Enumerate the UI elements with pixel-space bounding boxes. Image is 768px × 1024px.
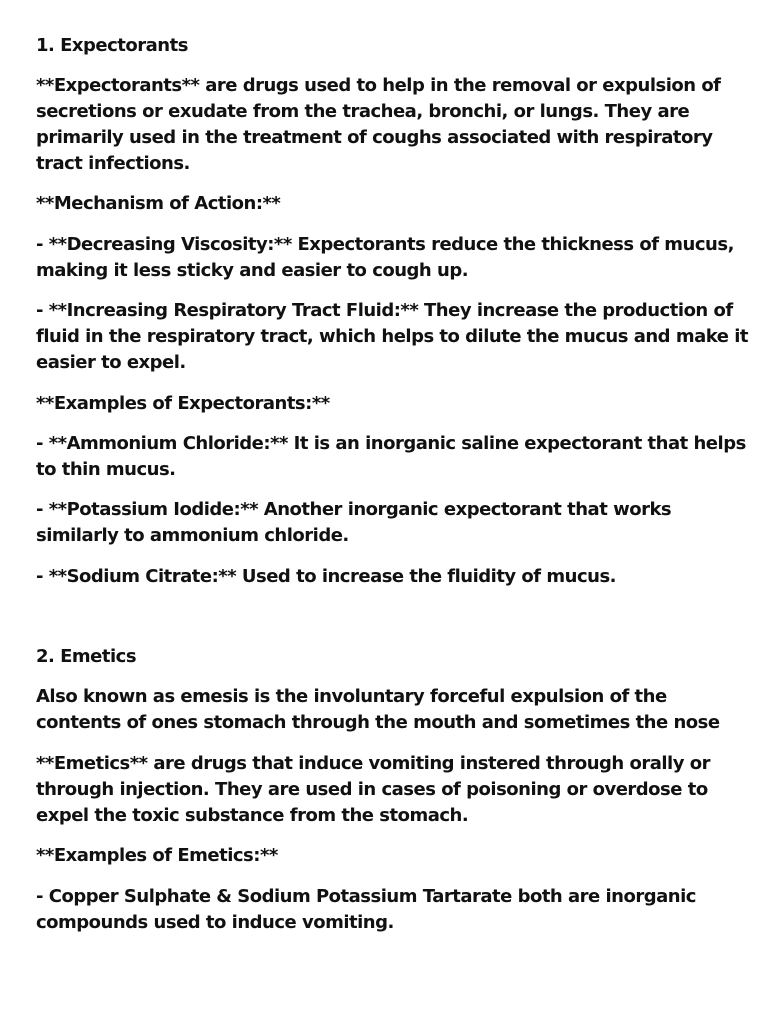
emetics-definition-line: through injection. They are used in cases of poisoning or overdose to bbox=[36, 779, 708, 800]
example-potassium-iodide: similarly to ammonium chloride. bbox=[36, 525, 349, 546]
example-ammonium-chloride: to thin mucus. bbox=[36, 459, 176, 480]
expectorants-intro-line: primarily used in the treatment of coughs associated with respiratory bbox=[36, 127, 713, 148]
mechanism-item-increasing-fluid: - **Increasing Respiratory Tract Fluid:** They increase the production of bbox=[36, 300, 733, 321]
emetics-intro-line: contents of ones stomach through the mouth and sometimes the nose bbox=[36, 712, 720, 733]
example-potassium-iodide: - **Potassium Iodide:** Another inorganic expectorant that works bbox=[36, 499, 672, 520]
mechanism-item-decreasing-viscosity: making it less sticky and easier to cough up. bbox=[36, 260, 469, 281]
section-heading-emetics: 2. Emetics bbox=[36, 646, 137, 667]
expectorants-intro-line: secretions or exudate from the trachea, bronchi, or lungs. They are bbox=[36, 101, 690, 122]
expectorants-intro-line: **Expectorants** are drugs used to help in the removal or expulsion of bbox=[36, 75, 721, 96]
emetic-examples-heading: **Examples of Emetics:** bbox=[36, 845, 278, 866]
expectorants-intro-line: tract infections. bbox=[36, 153, 190, 174]
example-copper-sulphate: - Copper Sulphate & Sodium Potassium Tartarate both are inorganic bbox=[36, 886, 696, 907]
example-ammonium-chloride: - **Ammonium Chloride:** It is an inorganic saline expectorant that helps bbox=[36, 433, 746, 454]
mechanism-heading: **Mechanism of Action:** bbox=[36, 193, 281, 214]
mechanism-item-decreasing-viscosity: - **Decreasing Viscosity:** Expectorants reduce the thickness of mucus, bbox=[36, 234, 734, 255]
example-sodium-citrate: - **Sodium Citrate:** Used to increase the fluidity of mucus. bbox=[36, 566, 617, 587]
emetics-definition-line: expel the toxic substance from the stomach. bbox=[36, 805, 469, 826]
emetics-intro-line: Also known as emesis is the involuntary forceful expulsion of the bbox=[36, 686, 667, 707]
section-heading-expectorants: 1. Expectorants bbox=[36, 35, 188, 56]
mechanism-item-increasing-fluid: easier to expel. bbox=[36, 352, 186, 373]
mechanism-item-increasing-fluid: fluid in the respiratory tract, which helps to dilute the mucus and make it bbox=[36, 326, 748, 347]
example-copper-sulphate: compounds used to induce vomiting. bbox=[36, 912, 394, 933]
emetics-definition-line: **Emetics** are drugs that induce vomiting instered through orally or bbox=[36, 753, 710, 774]
expectorant-examples-heading: **Examples of Expectorants:** bbox=[36, 393, 330, 414]
